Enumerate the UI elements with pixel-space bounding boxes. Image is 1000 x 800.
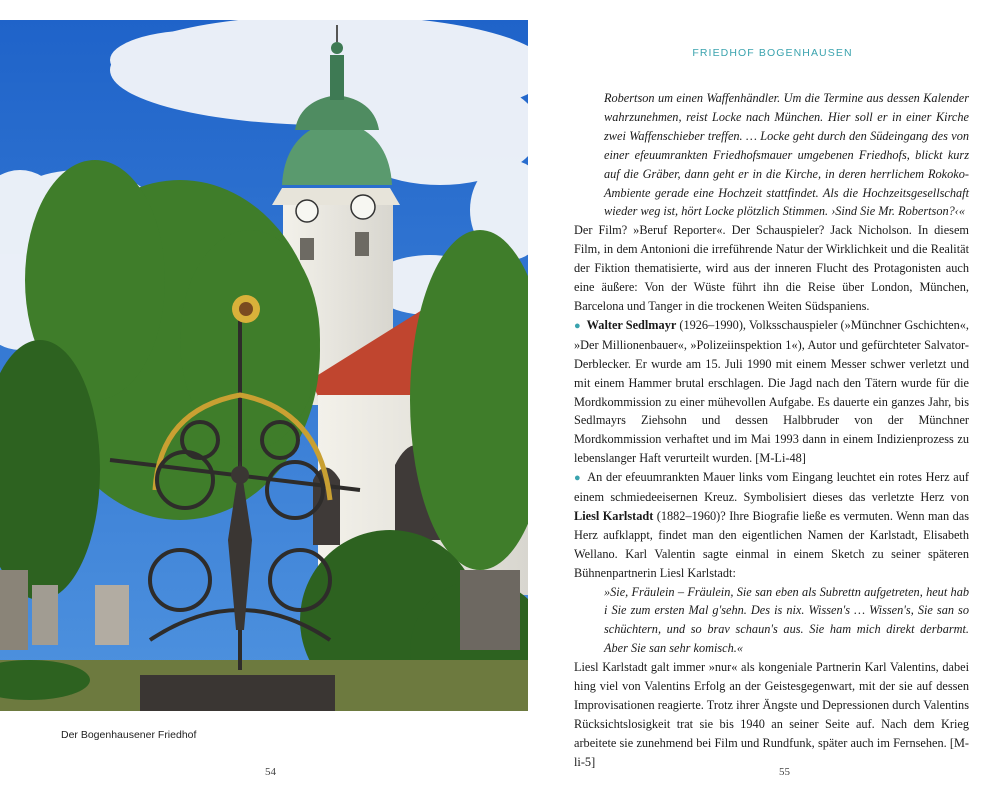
quote-paragraph-2: »Sie, Fräulein – Fräulein, Sie san eben als Subrettn aufgetreten, heut hab i Sie zum ersten Mal g'sehn. Des is nix. Wissen's … Wissen's, Sie san so schüchtern, und so brav schaun's aus. Sie ham mich direkt derbarmt. Aber Sie san sehr komisch.« xyxy=(604,584,969,656)
church-photo xyxy=(0,20,528,711)
bullet-icon: ● xyxy=(574,319,581,332)
bullet-icon: ● xyxy=(574,472,582,485)
paragraph-sedlmayr xyxy=(574,316,969,468)
page-number-right: 55 xyxy=(779,766,790,778)
name-karlstadt: Liesl Karlstadt xyxy=(574,508,654,523)
karlstadt-text: (1882–1960)? Ihre Biografie ließe es vermuten. Wenn man das Herz aufklappt, findet man den eigentlichen Namen der Karlstadt, Elisabeth Wellano. Karl Valentin sagte einmal in einem Sketch zu seiner späteren Bühnenpartnerin Liesl Karlstadt: xyxy=(574,508,969,580)
name-sedlmayr: Walter Sedlmayr xyxy=(586,317,677,332)
page-number-left: 54 xyxy=(265,766,276,778)
paragraph-karlstadt-career: Liesl Karlstadt galt immer »nur« als kongeniale Partnerin Karl Valentins, dabei hing viel von Valentins Erfolg an der Geistesgegenwart, mit der sie auf dessen Improvisationen reagierte. Trotz ihrer Ängste und Depressionen durch Valentins Rücksichtslosigkeit trat sie bis 1940 an seiner Seite auf. Nach dem Krieg arbeitete sie zunehmend bei Film und Rundfunk, später auch im Fernsehen. [M-li-5] xyxy=(574,660,969,769)
karlstadt-intro: An der efeuumrankten Mauer links vom Eingang leuchtet ein rotes Herz auf einem schmiedeeisernen Kreuz. Symbolisiert dieses das verletzte Herz von xyxy=(574,470,969,505)
photo-caption: Der Bogenhausener Friedhof xyxy=(61,729,197,741)
body-text xyxy=(574,89,969,772)
paragraph-film: Der Film? »Beruf Reporter«. Der Schauspieler? Jack Nicholson. In diesem Film, in dem Antonioni die irreführende Natur der Wirklichkeit und die Realität der Fiktion thematisierte, wird aus der inneren Flucht des Protagonisten auch eine äußere: Von der Wüste führt ihn die Reise über London, München, Barcelona und Tanger in die trockenen Weiten Südspaniens. xyxy=(574,223,969,313)
quote-paragraph-1: Robertson um einen Waffenhändler. Um die Termine aus dessen Kalender wahrzunehmen, reist Locke nach München. Hier soll er in einer Kirche zwei Waffenschieber treffen. … Locke geht durch den Südeingang des von einer efeuumrankten Friedhofsmauer umgebenen Friedhofs, blickt kurz auf die Gräber, dann geht er in die Kirche, in deren herrlichem Rokoko-Ambiente gerade eine Hochzeit stattfindet. Als die Hochzeitsgesellschaft wieder weg ist, hört Locke plötzlich Stimmen. ›Sind Sie Mr. Robertson?‹« xyxy=(604,91,969,219)
running-head: FRIEDHOF BOGENHAUSEN xyxy=(692,47,853,59)
sedlmayr-text: (1926–1990), Volksschauspieler (»Münchner Gschichten«, »Der Millionenbauer«, »Polizeiinspektion 1«), Autor und gefürchteter Salvator-Derblecker. Er wurde am 15. Juli 1990 mit einem Messer schwer verletzt und mit einem Hammer brutal erschlagen. Die Jagd nach den Tätern wurde für die Mordkommission zu einer mühevollen Aufgabe. Es dauerte ein ganzes Jahr, bis Sedlmayrs Ziehsohn und dessen Halbbruder von der Münchner Mordkommission verhaftet und im Mai 1993 dann in einem Indizienprozess zu lebenslanger Haft verurteilt wurden. [M-Li-48] xyxy=(574,317,969,466)
paragraph-karlstadt xyxy=(574,468,969,582)
